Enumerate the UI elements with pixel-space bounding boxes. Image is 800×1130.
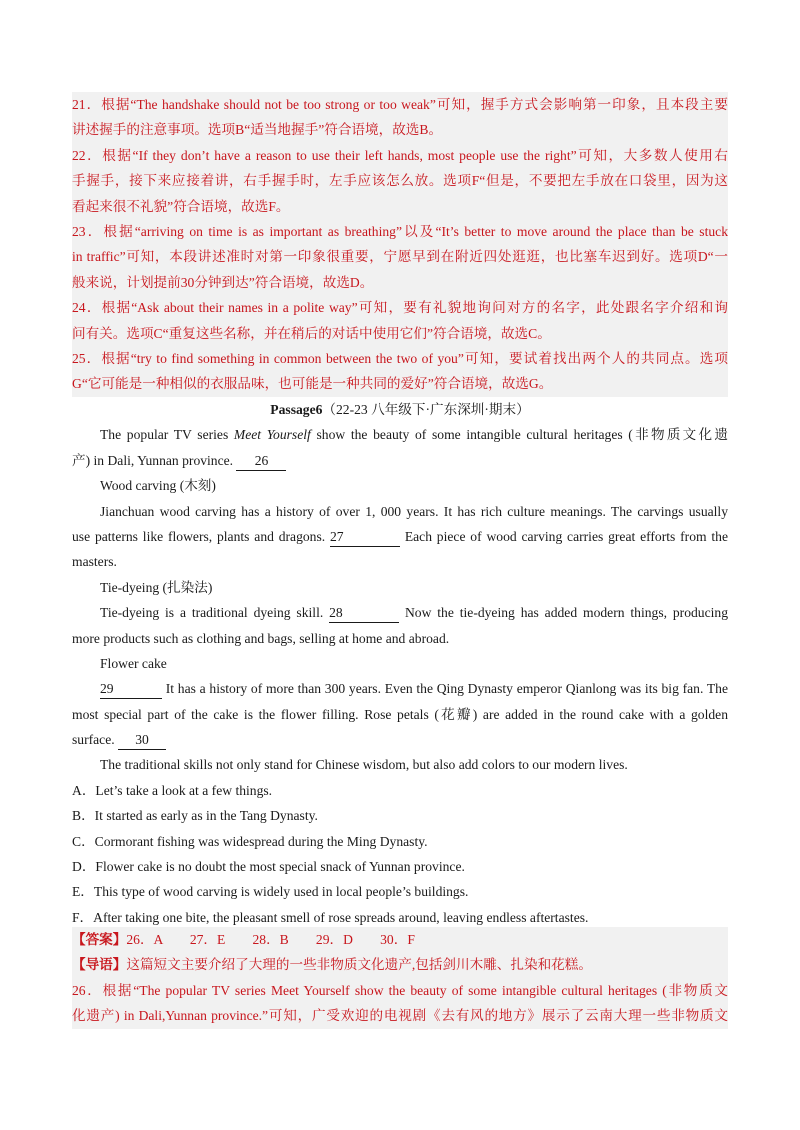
explanation-line: in traffic”可知，本段讲述准时对第一印象很重要，宁愿早到在附近四处逛逛，也比塞车迟到好。选项D“一 — [72, 249, 728, 265]
explanation-line: 讲述握手的注意事项。选项B“适当地握手”符合语境，故选B。 — [72, 122, 443, 138]
heading-tie-dyeing: Tie-dyeing (扎染法) — [100, 579, 213, 595]
explanation-line: 问有关。选项C“重复这些名称，并在稍后的对话中使用它们”符合语境，故选C。 — [72, 325, 551, 341]
blank-27: 27 — [330, 528, 400, 547]
blank-28: 28 — [329, 604, 399, 623]
text-run: surface. — [72, 732, 119, 748]
option-d: D．Flower cake is no doubt the most special snack of Yunnan province. — [72, 859, 465, 875]
explanation-line: 25．根据“try to find something in common between the two of you”可知，要试着找出两个人的共同点。选项 — [72, 350, 728, 366]
answer-text: 26．A 27．E 28．B 29．D 30．F — [126, 932, 415, 947]
paragraph-4-line-1 — [72, 676, 728, 701]
option-a: A．Let’s take a look at a few things. — [72, 782, 273, 798]
explanation-24 — [72, 295, 728, 346]
paragraph-3-line-1 — [72, 600, 728, 625]
blank-30: 30 — [118, 731, 166, 750]
explanation-23 — [72, 219, 728, 295]
text-run: The popular TV series — [100, 427, 234, 443]
passage-source: （22-23 八年级下·广东深圳·期末） — [322, 402, 530, 417]
paragraph-1-line-2 — [72, 448, 728, 473]
answer-label: 【答案】 — [72, 932, 127, 947]
explanation-25 — [72, 346, 728, 397]
paragraph-4-line-2: most special part of the cake is the flower filling. Rose petals (花瓣) are added in the round cake with a golden — [72, 706, 728, 722]
heading-wood-carving: Wood carving (木刻) — [100, 478, 216, 494]
text-run: Each piece of wood carving carries great efforts from the — [400, 528, 728, 544]
option-b: B．It started as early as in the Tang Dynasty. — [72, 808, 318, 824]
guide-label: 【导语】 — [72, 957, 127, 973]
option-f: F．After taking one bite, the pleasant smell of rose spreads around, leaving endless aftertastes. — [72, 909, 589, 925]
answer-section — [72, 927, 728, 1029]
passage-title-text: Passage6 — [270, 402, 323, 417]
paragraph-3-line-2: more products such as clothing and bags, selling at home and abroad. — [72, 630, 450, 646]
explanation-21 — [72, 92, 728, 143]
text-run: It has a history of more than 300 years. Even the Qing Dynasty emperor Qianlong was its big fan. The — [162, 681, 728, 697]
text-run: Tie-dyeing is a traditional dyeing skill. — [100, 605, 330, 621]
paragraph-1-line-1 — [72, 422, 728, 447]
text-run: use patterns like flowers, plants and dragons. — [72, 528, 330, 544]
explanation-line: 24．根据“Ask about their names in a polite way”可知，要有礼貌地询问对方的名字，此处跟名字介绍和询 — [72, 300, 728, 316]
text-run: show the beauty of some intangible cultural heritages (非物质文化遗 — [310, 427, 728, 443]
answer-line — [72, 927, 728, 952]
option-c: C．Cormorant fishing was widespread during the Ming Dynasty. — [72, 833, 428, 849]
text-run: 产) in Dali, Yunnan province. — [72, 452, 237, 468]
passage-6 — [72, 397, 728, 930]
paragraph-2-line-3: masters. — [72, 554, 117, 570]
paragraph-2-line-1: Jianchuan wood carving has a history of over 1, 000 years. It has rich culture meanings. The carvings usually — [100, 503, 728, 519]
paragraph-2-line-2 — [72, 524, 728, 549]
blank-29: 29 — [100, 680, 162, 699]
blank-26: 26 — [236, 452, 286, 471]
heading-flower-cake: Flower cake — [100, 655, 167, 671]
paragraph-5: The traditional skills not only stand for Chinese wisdom, but also add colors to our modern lives. — [100, 757, 628, 773]
explanation-line: G“它可能是一种相似的衣服品味，也可能是一种共同的爱好”符合语境，故选G。 — [72, 376, 553, 392]
explanation-22 — [72, 143, 728, 219]
guide-text: 这篇短文主要介绍了大理的一些非物质文化遗产,包括剑川木雕、扎染和花糕。 — [126, 957, 592, 973]
explanation-line: 23．根据“arriving on time is as important as breathing”以及“It’s better to move around the place than be stuck — [72, 223, 728, 239]
explanation-line: 般来说，计划提前30分钟到达”符合语境，故选D。 — [72, 274, 374, 290]
explanation-line: 21．根据“The handshake should not be too strong or too weak”可知，握手方式会影响第一印象，且本段主要 — [72, 97, 728, 112]
explanation-line: 22．根据“If they don’t have a reason to use their left hands, most people use the right”可知，大多数人使用右 — [72, 147, 728, 163]
option-e: E．This type of wood carving is widely used in local people’s buildings. — [72, 884, 469, 900]
explanation-26-line-2: 化遗产) in Dali,Yunnan province.”可知，广受欢迎的电视剧《去有风的地方》展示了云南大理一些非物质文 — [72, 1008, 728, 1024]
guide-line — [72, 952, 728, 977]
paragraph-4-line-3 — [72, 727, 728, 752]
explanation-26-line-1: 26．根据“The popular TV series Meet Yourself show the beauty of some intangible cultural heritages (非物质文 — [72, 982, 728, 998]
text-run: Now the tie-dyeing has added modern things, producing — [399, 605, 728, 621]
explanation-line: 手握手，接下来应接着讲，右手握手时，左手应该怎么放。选项F“但是，不要把左手放在口袋里，因为这 — [72, 173, 728, 189]
tv-series-title: Meet Yourself — [233, 427, 311, 443]
passage-title — [72, 397, 728, 422]
explanations-21-25 — [72, 92, 728, 397]
explanation-line: 看起来很不礼貌”符合语境，故选F。 — [72, 198, 290, 214]
options-list — [72, 778, 728, 930]
